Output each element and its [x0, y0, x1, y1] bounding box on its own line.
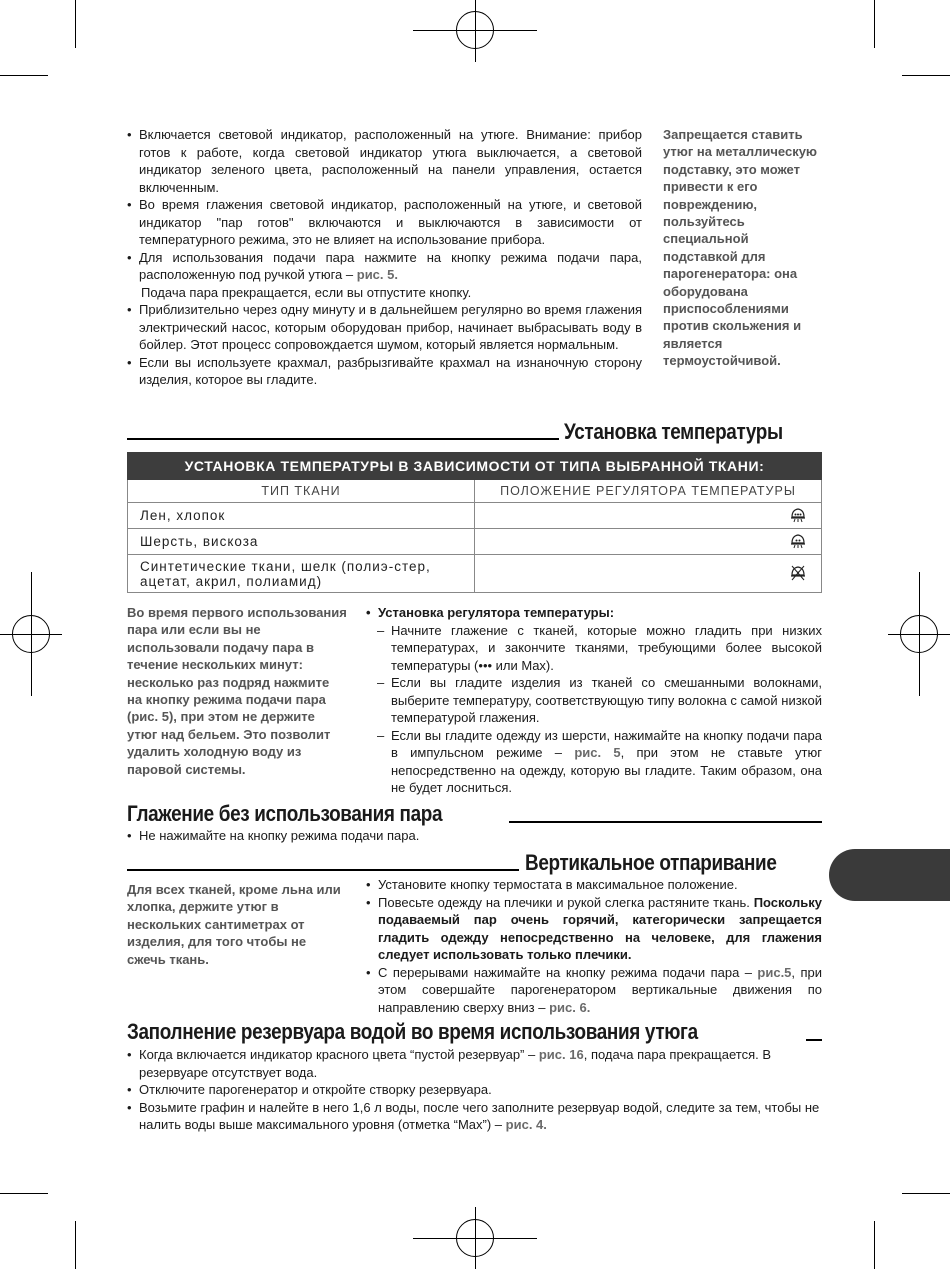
intro-bullet: • Во время глажения световой индикатор, расположенный на утюге, и световой индикатор "пар готов" включаются и выключаются в зависимости от температурного режима, это не влияет на использование прибора. — [127, 196, 642, 249]
intro-bullet: • Включается световой индикатор, расположенный на утюге. Внимание: прибор готов к работе, когда световой индикатор утюга выключается, а световой индикатор зеленого цвета, расположенный на панели управления, остается включенным. — [127, 126, 642, 196]
intro-bullet: • Приблизительно через одну минуту и в дальнейшем регулярно во время глажения электрический насос, которым оборудован прибор, начинает выбрасывать воду в бойлер. Этот процесс сопровождается шумом, который является нормальным. — [127, 301, 642, 354]
dry-list — [127, 827, 822, 845]
regulator-step: – Если вы гладите одежду из шерсти, нажимайте на кнопку подачи пара в импульсном режиме – рис. 5, при этом не ставьте утюг непосредственно на одежду, которую вы гладите. Таким образом, она не будет лосниться. — [377, 727, 822, 797]
temperature-table — [127, 452, 822, 593]
section-title-vertical: Вертикальное отпаривание — [525, 850, 777, 875]
vertical-bullet: • С перерывами нажимайте на кнопку режима подачи пара – рис.5, при этом совершайте парогенератором вертикальные движения по направлению сверху вниз – рис. 6. — [366, 964, 822, 1017]
table-header: УСТАНОВКА ТЕМПЕРАТУРЫ В ЗАВИСИМОСТИ ОТ ТИПА ВЫБРАННОЙ ТКАНИ: — [128, 453, 822, 480]
section-title-temperature: Установка температуры — [564, 419, 783, 444]
regulator-step: – Если вы гладите изделия из тканей со смешанными волокнами, выберите температуру, соответствующую типу волокна с самой низкой температурой глажения. — [377, 674, 822, 727]
heading-rule — [509, 821, 822, 823]
iron-dots-3-icon — [789, 505, 807, 523]
vertical-list — [366, 876, 822, 1016]
section-title-dry: Глажение без использования пара — [127, 801, 443, 826]
heading-rule — [127, 438, 559, 440]
vertical-bullet: • Установите кнопку термостата в максимальное положение. — [366, 876, 822, 894]
heading-rule — [127, 869, 519, 871]
figure-ref: рис. 5. — [356, 267, 398, 282]
iron-dots-1-icon — [789, 563, 807, 581]
fill-bullet: • Отключите парогенератор и откройте створку резервуара. — [127, 1081, 827, 1099]
intro-bullet: • Для использования подачи пара нажмите на кнопку режима подачи пара, расположенную под ручкой утюга – рис. 5. — [127, 249, 642, 284]
heading-rule — [806, 1039, 822, 1041]
setting-cell — [475, 529, 822, 555]
intro-bullet: • Если вы используете крахмал, разбрызгивайте крахмал на изнаночную сторону изделия, которое вы гладите. — [127, 354, 642, 389]
fill-bullet: • Возьмите графин и налейте в него 1,6 л воды, после чего заполните резервуар водой, следите за тем, чтобы не налить воды выше максимального уровня (отметка “Max”) – рис. 4. — [127, 1099, 827, 1134]
fabric-cell: Лен, хлопок — [128, 503, 475, 529]
section-title-fill: Заполнение резервуара водой во время использования утюга — [127, 1019, 698, 1044]
figure-ref: рис. 16 — [538, 1047, 584, 1062]
sidenote-stand-warning: Запрещается ставить утюг на металлическую подставку, это может привести к его повреждению, пользуйтесь специальной подставкой для парогенератора: она оборудована приспособлениями против скольжения и является термоустойчивой. — [663, 127, 818, 369]
vertical-bullet: • Повесьте одежду на плечики и рукой слегка растяните ткань. Поскольку подаваемый пар очень горячий, категорически запрещается гладить одежду непосредственно на человеке, для глажения следует использовать только плечики. — [366, 894, 822, 964]
sidenote-vertical: Для всех тканей, кроме льна или хлопка, держите утюг в нескольких сантиметрах от изделия, для того чтобы не сжечь ткань. — [127, 882, 341, 967]
sidenote-first-use: Во время первого использования пара или если вы не использовали подачу пара в течение нескольких минут: несколько раз подряд нажмите на кнопку режима подачи пара (рис. 5), при этом не держите утюг над бельем. Это позволит удалить холодную воду из паровой системы. — [127, 605, 347, 777]
table-row — [128, 503, 822, 529]
figure-ref: рис. 6. — [549, 999, 591, 1015]
table-row — [128, 529, 822, 555]
setting-cell — [475, 555, 822, 593]
setting-cell — [475, 503, 822, 529]
fabric-cell: Синтетические ткани, шелк (полиэ-стер, ацетат, акрил, полиамид) — [128, 555, 475, 593]
regulator-block — [366, 604, 822, 797]
fill-list — [127, 1046, 827, 1134]
fabric-cell: Шерсть, вискоза — [128, 529, 475, 555]
language-tab — [829, 849, 950, 901]
dry-bullet: • Не нажимайте на кнопку режима подачи пара. — [127, 827, 822, 845]
regulator-title: • Установка регулятора температуры: — [366, 604, 822, 622]
column-header-fabric: ТИП ТКАНИ — [128, 480, 475, 503]
table-row — [128, 555, 822, 593]
fill-bullet: • Когда включается индикатор красного цвета “пустой резервуар” – рис. 16, подача пара прекращается. В резервуаре отсутствует вода. — [127, 1046, 827, 1081]
figure-ref: рис. 5 — [574, 745, 621, 760]
figure-ref: рис.5 — [757, 964, 792, 980]
intro-note: Подача пара прекращается, если вы отпустите кнопку. — [141, 284, 472, 300]
iron-dots-2-icon — [789, 531, 807, 549]
regulator-step: – Начните глажение с тканей, которые можно гладить при низких температурах, и закончите тканями, требующими более высокой температуры (••• или Max). — [377, 622, 822, 675]
intro-list — [127, 126, 642, 389]
figure-ref: рис. 4. — [505, 1117, 547, 1132]
column-header-setting: ПОЛОЖЕНИЕ РЕГУЛЯТОРА ТЕМПЕРАТУРЫ — [475, 480, 822, 503]
